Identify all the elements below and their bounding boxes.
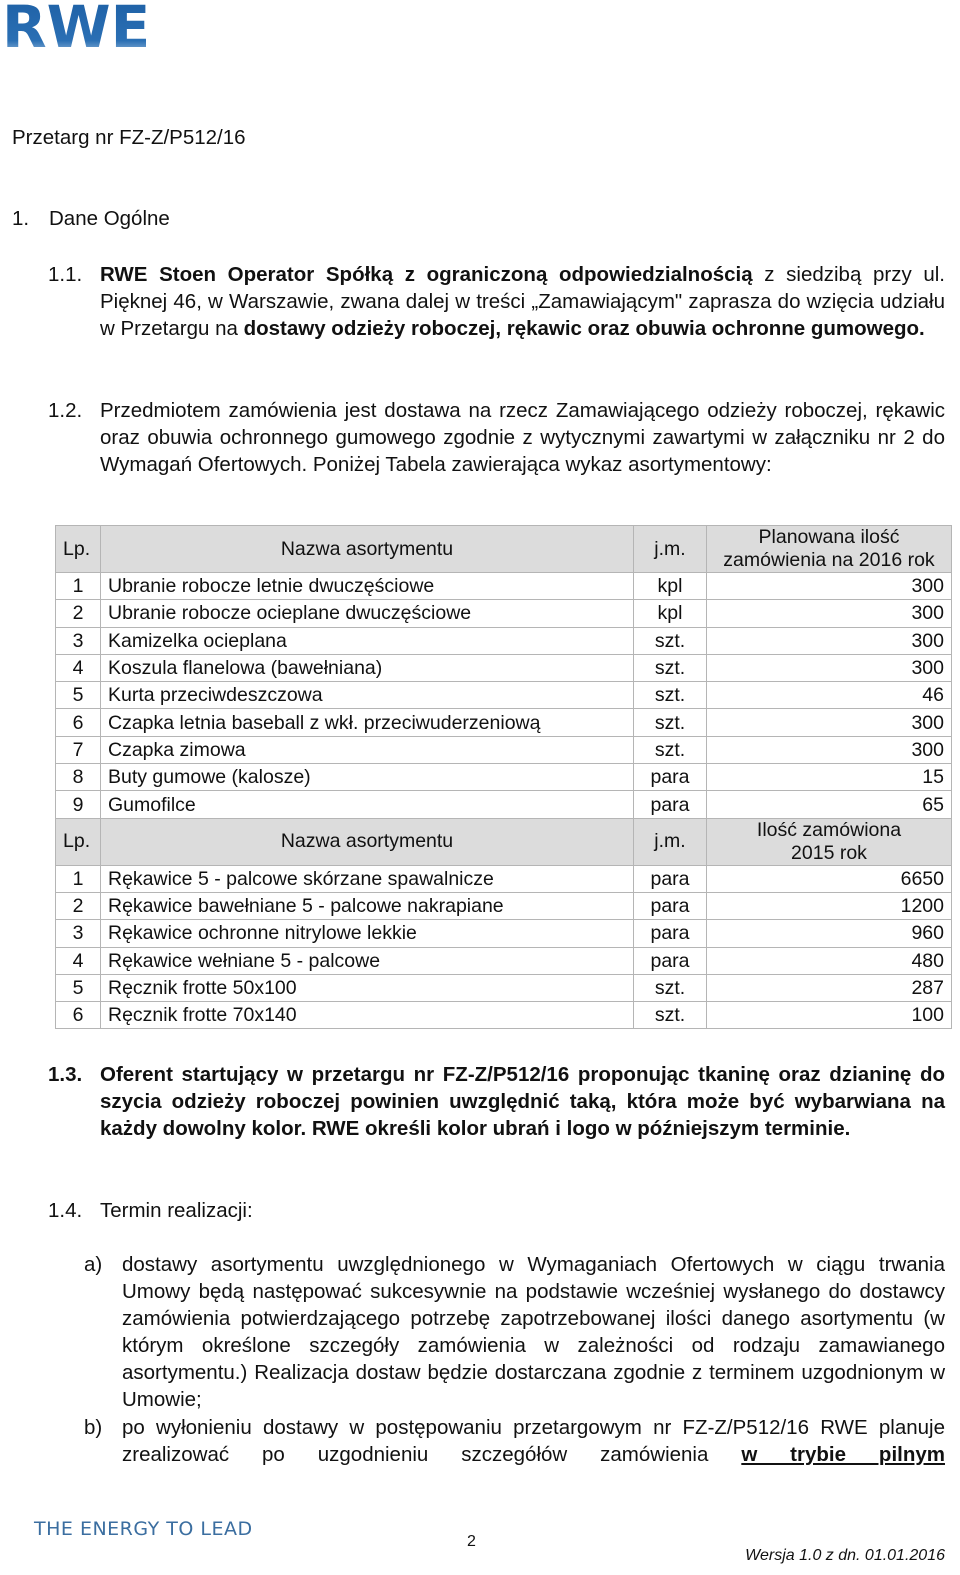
cell-qty: 300 <box>707 709 952 736</box>
cell-lp: 3 <box>56 920 101 947</box>
header-qty-line1: Ilość zamówiona <box>756 818 902 841</box>
cell-qty: 15 <box>707 764 952 791</box>
cell-jm: szt. <box>634 1002 707 1029</box>
list-marker: a) <box>84 1253 103 1276</box>
cell-name: Buty gumowe (kalosze) <box>101 764 634 791</box>
table-row <box>56 791 952 818</box>
cell-name: Ręcznik frotte 50x100 <box>101 974 634 1001</box>
cell-name: Ręcznik frotte 70x140 <box>101 1002 634 1029</box>
cell-qty: 960 <box>707 920 952 947</box>
paragraph-number: 1.2. <box>48 399 83 422</box>
table-row <box>56 865 952 892</box>
cell-qty: 300 <box>707 654 952 681</box>
table-row <box>56 682 952 709</box>
cell-jm: kpl <box>634 573 707 600</box>
header-qty-line2: zamówienia na 2016 rok <box>723 549 935 571</box>
cell-qty: 300 <box>707 600 952 627</box>
header-lp: Lp. <box>56 526 101 573</box>
cell-jm: para <box>634 920 707 947</box>
cell-qty: 6650 <box>707 865 952 892</box>
cell-name: Czapka zimowa <box>101 736 634 763</box>
cell-jm: para <box>634 764 707 791</box>
paragraph-body: z siedzibą przy ul. Pięknej 46, w Warszawie, zwana dalej w treści „Zamawiającym" zaprasza do wzięcia udziału w Przetargu na <box>100 263 945 340</box>
cell-lp: 2 <box>56 892 101 919</box>
paragraph-1-2 <box>48 397 945 478</box>
cell-name: Koszula flanelowa (bawełniana) <box>101 654 634 681</box>
cell-qty: 480 <box>707 947 952 974</box>
cell-lp: 4 <box>56 654 101 681</box>
cell-name: Rękawice wełniane 5 - palcowe <box>101 947 634 974</box>
header-qty <box>707 818 952 865</box>
cell-qty: 1200 <box>707 892 952 919</box>
cell-jm: szt. <box>634 974 707 1001</box>
table-row <box>56 1002 952 1029</box>
cell-name: Kurta przeciwdeszczowa <box>101 682 634 709</box>
cell-jm: szt. <box>634 736 707 763</box>
cell-name: Gumofilce <box>101 791 634 818</box>
paragraph-text <box>100 261 945 342</box>
cell-qty: 46 <box>707 682 952 709</box>
header-qty <box>707 526 952 573</box>
list-item-a <box>84 1251 945 1413</box>
tender-subject: dostawy odzieży roboczej, rękawic oraz obuwia ochronne gumowego. <box>243 317 925 340</box>
paragraph-1-4 <box>48 1197 945 1224</box>
cell-qty: 300 <box>707 736 952 763</box>
table-row <box>56 600 952 627</box>
table-row <box>56 920 952 947</box>
paragraph-number: 1.3. <box>48 1063 83 1086</box>
table-row <box>56 947 952 974</box>
table-row <box>56 627 952 654</box>
cell-name: Rękawice ochronne nitrylowe lekkie <box>101 920 634 947</box>
paragraph-number: 1.4. <box>48 1199 83 1222</box>
table-row <box>56 892 952 919</box>
version-info: Wersja 1.0 z dn. 01.01.2016 <box>745 1547 945 1564</box>
cell-lp: 5 <box>56 682 101 709</box>
table-row <box>56 573 952 600</box>
cell-lp: 5 <box>56 974 101 1001</box>
cell-jm: szt. <box>634 709 707 736</box>
cell-name: Czapka letnia baseball z wkł. przeciwuderzeniową <box>101 709 634 736</box>
cell-name: Ubranie robocze letnie dwuczęściowe <box>101 573 634 600</box>
cell-lp: 6 <box>56 709 101 736</box>
header-qty-line2: 2015 rok <box>791 841 867 864</box>
footer-slogan: THE ENERGY TO LEAD <box>34 1518 253 1540</box>
header-qty-line1: Planowana ilość <box>758 526 900 548</box>
cell-lp: 1 <box>56 865 101 892</box>
table-row <box>56 709 952 736</box>
cell-name: Rękawice 5 - palcowe skórzane spawalnicze <box>101 865 634 892</box>
cell-lp: 8 <box>56 764 101 791</box>
list-text: dostawy asortymentu uwzględnionego w Wymaganiach Ofertowych w ciągu trwania Umowy będą następować sukcesywnie na podstawie wcześniej wysłanego do dostawcy zamówienia potwierdzającego potrzebę zapotrzebowanej ilości danego asortymentu (w którym określone szczegóły zamówienia w zależności od rodzaju zamawianego asortymentu.) Realizacja dostaw będzie dostarczana zgodnie z terminem uzgodnionym w Umowie; <box>122 1253 945 1411</box>
table-row <box>56 736 952 763</box>
cell-lp: 7 <box>56 736 101 763</box>
cell-name: Kamizelka ocieplana <box>101 627 634 654</box>
cell-jm: szt. <box>634 627 707 654</box>
table-header-row <box>56 526 952 573</box>
paragraph-text: Przedmiotem zamówienia jest dostawa na rzecz Zamawiającego odzieży roboczej, rękawic oraz obuwia ochronnego gumowego zgodnie z wytycznymi zawartymi w załączniku nr 2 do Wymagań Ofertowych. Poniżej Tabela zawierająca wykaz asortymentowy: <box>100 399 945 476</box>
cell-qty: 300 <box>707 573 952 600</box>
paragraph-text: Oferent startujący w przetargu nr FZ-Z/P512/16 proponując tkaninę oraz dzianinę do szycia odzieży roboczej powinien uwzględnić taką, która może być wybarwiana na każdy dowolny kolor. RWE określi kolor ubrań i logo w późniejszym terminie. <box>100 1063 945 1140</box>
table-row <box>56 974 952 1001</box>
cell-lp: 4 <box>56 947 101 974</box>
header-name: Nazwa asortymentu <box>101 818 634 865</box>
list-body: po wyłonieniu dostawy w postępowaniu przetargowym nr FZ-Z/P512/16 RWE planuje zrealizować po uzgodnieniu szczegółów zamówienia <box>122 1416 945 1466</box>
list-marker: b) <box>84 1416 103 1439</box>
cell-qty: 300 <box>707 627 952 654</box>
header-lp: Lp. <box>56 818 101 865</box>
page-number: 2 <box>467 1533 476 1550</box>
logo-text: RWE <box>2 0 151 61</box>
cell-jm: kpl <box>634 600 707 627</box>
urgent-mode-text: w trybie pilnym <box>741 1443 945 1466</box>
cell-lp: 2 <box>56 600 101 627</box>
paragraph-1-3 <box>48 1061 945 1142</box>
section-title: Dane Ogólne <box>49 207 170 230</box>
paragraph-1-1 <box>48 261 945 342</box>
cell-jm: para <box>634 892 707 919</box>
cell-qty: 65 <box>707 791 952 818</box>
section-heading <box>12 207 170 231</box>
section-number: 1. <box>12 207 30 230</box>
cell-name: Rękawice bawełniane 5 - palcowe nakrapiane <box>101 892 634 919</box>
cell-jm: para <box>634 865 707 892</box>
table-row <box>56 764 952 791</box>
cell-jm: para <box>634 947 707 974</box>
cell-lp: 6 <box>56 1002 101 1029</box>
rwe-logo <box>2 0 166 66</box>
tender-number: Przetarg nr FZ-Z/P512/16 <box>12 126 246 149</box>
cell-lp: 1 <box>56 573 101 600</box>
cell-jm: szt. <box>634 682 707 709</box>
cell-qty: 287 <box>707 974 952 1001</box>
cell-name: Ubranie robocze ocieplane dwuczęściowe <box>101 600 634 627</box>
list-item-b <box>84 1414 945 1468</box>
header-name: Nazwa asortymentu <box>101 526 634 573</box>
cell-jm: szt. <box>634 654 707 681</box>
list-text <box>122 1414 945 1468</box>
cell-jm: para <box>634 791 707 818</box>
table-header-row <box>56 818 952 865</box>
header-jm: j.m. <box>634 526 707 573</box>
header-jm: j.m. <box>634 818 707 865</box>
cell-qty: 100 <box>707 1002 952 1029</box>
paragraph-number: 1.1. <box>48 263 83 286</box>
company-name: RWE Stoen Operator Spółką z ograniczoną odpowiedzialnością <box>100 263 753 286</box>
table-row <box>56 654 952 681</box>
cell-lp: 3 <box>56 627 101 654</box>
assortment-table <box>55 525 952 1029</box>
paragraph-title: Termin realizacji: <box>100 1199 253 1222</box>
cell-lp: 9 <box>56 791 101 818</box>
